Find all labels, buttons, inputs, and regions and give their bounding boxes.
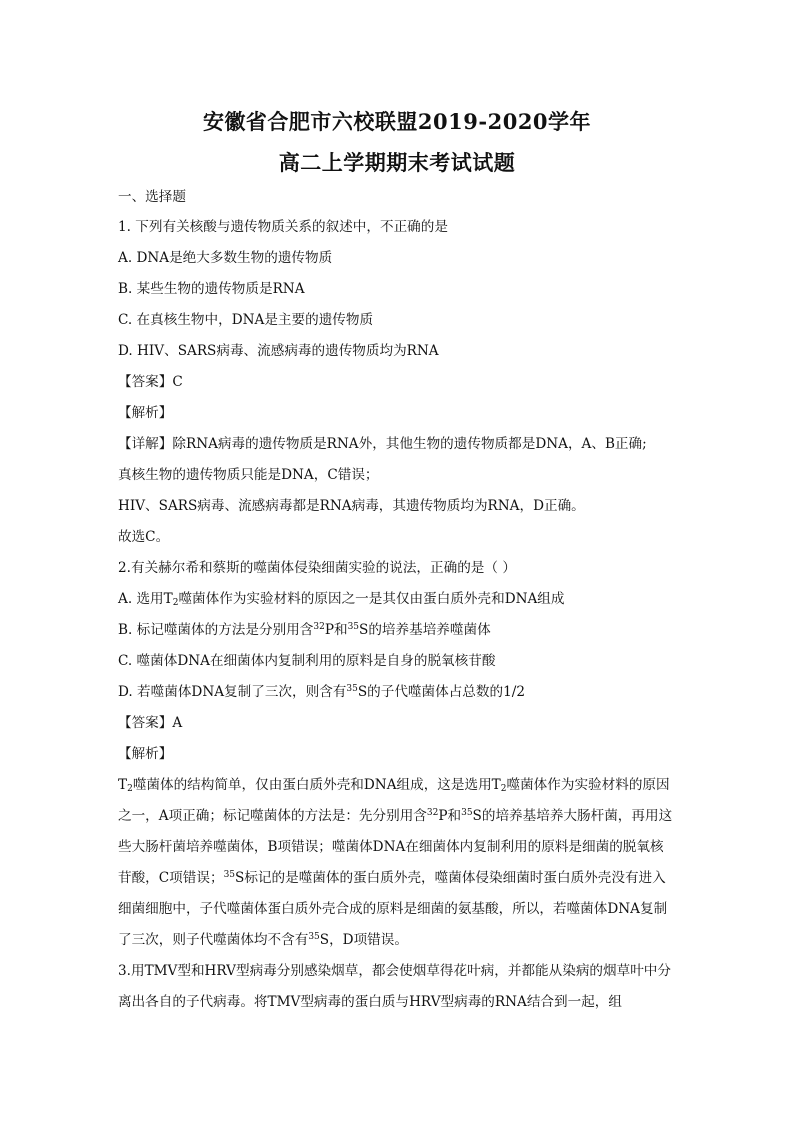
q1-option-b: B. 某些生物的遗传物质是RNA [118, 281, 305, 297]
q2-option-a: A. 选用$T_2$噬菌体作为实验材料的原因之一是其仅由蛋白质外壳和DNA组成 [118, 591, 565, 608]
q3-stem: 3.用TMV型和HRV型病毒分别感染烟草，都会使烟草得花叶病，并都能从染病的烟草叶中分离出各自的子代病毒。将TMV型病毒的蛋白质与HRV型病毒的RNA结合到一起，组 [118, 963, 671, 1010]
q1-detail-line1: 【详解】除RNA病毒的遗传物质是RNA外，其他生物的遗传物质都是DNA，A、B正确; [118, 436, 647, 452]
q2-option-d: D. 若噬菌体DNA复制了三次，则含有$^{35}$S的子代噬菌体占总数的1/2 [118, 684, 525, 700]
q1-answer: 【答案】C [118, 374, 183, 390]
q2-stem: 2.有关赫尔希和蔡斯的噬菌体侵染细菌实验的说法，正确的是（ ） [118, 560, 516, 576]
q2-option-b: B. 标记噬菌体的方法是分别用含$^{32}$P和$^{35}$S的培养基培养噬菌体 [118, 622, 491, 638]
q2-analysis-paragraph: $T_2$噬菌体的结构简单，仅由蛋白质外壳和DNA组成，这是选用$T_2$噬菌体作为实验材料的原因之一，A项正确；标记噬菌体的方法是：先分别用含$^{32}$P和$^{35}$S的培养基培养大肠杆菌，再用这些大肠杆菌培养噬菌体，B项错误；噬菌体DNA在细菌体内复制利用的原料是细菌的脱氧核苷酸，C项错误；$^{35}$S标记的是噬菌体的蛋白质外壳，噬菌体侵染细菌时蛋白质外壳没有进入细菌细胞中，子代噬菌体蛋白质外壳合成的原料是细菌的氨基酸，所以，若噬菌体DNA复制了三次，则子代噬菌体均不含有$^{35}$S，D项错误。 [118, 777, 673, 948]
q1-detail-line2: 真核生物的遗传物质只能是DNA，C错误； [118, 467, 379, 483]
q2-option-c: C. 噬菌体DNA在细菌体内复制利用的原料是自身的脱氧核苷酸 [118, 653, 496, 669]
q1-option-c: C. 在真核生物中，DNA是主要的遗传物质 [118, 312, 374, 328]
q1-analysis-label: 【解析】 [118, 405, 173, 421]
doc-title-line2: 高二上学期期末考试试题 [278, 150, 516, 175]
q1-option-d: D. HIV、SARS病毒、流感病毒的遗传物质均为RNA [118, 343, 439, 359]
q1-option-a: A. DNA是绝大多数生物的遗传物质 [118, 250, 333, 266]
section-heading: 一、选择题 [118, 189, 186, 205]
q1-detail-line3: HIV、SARS病毒、流感病毒都是RNA病毒，其遗传物质均为RNA，D正确。 [118, 498, 585, 514]
q2-answer: 【答案】A [118, 715, 183, 731]
q2-analysis-label: 【解析】 [118, 746, 173, 762]
doc-title-line1: 安徽省合肥市六校联盟2019-2020学年 [202, 109, 592, 134]
q1-conclusion: 故选C。 [118, 529, 170, 545]
q1-stem: 1. 下列有关核酸与遗传物质关系的叙述中，不正确的是 [118, 219, 448, 235]
